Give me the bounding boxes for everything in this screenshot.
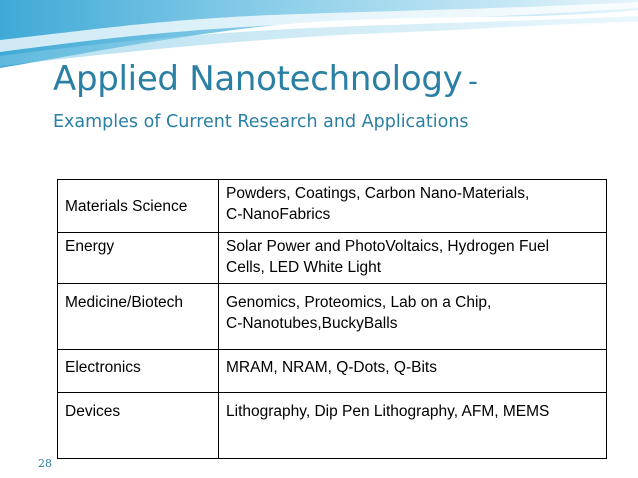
category-cell: Electronics <box>58 350 219 393</box>
applications-table <box>57 179 607 459</box>
table-row <box>58 393 607 459</box>
table-row <box>58 284 607 350</box>
examples-line: Lithography, Dip Pen Lithography, AFM, MEMS <box>226 403 550 420</box>
examples-line: Cells, LED White Light <box>226 259 382 276</box>
table-row <box>58 233 607 284</box>
examples-line: C-Nanotubes,BuckyBalls <box>226 315 398 332</box>
examples-cell <box>219 350 607 393</box>
category-cell: Devices <box>58 393 219 459</box>
examples-cell <box>219 180 607 233</box>
category-cell: Medicine/Biotech <box>58 284 219 350</box>
examples-cell <box>219 233 607 284</box>
title-main-text: Applied Nanotechnology <box>53 59 463 99</box>
title-dash: – <box>468 72 478 93</box>
examples-cell <box>219 393 607 459</box>
slide-number: 28 <box>38 457 52 470</box>
examples-line: Powders, Coatings, Carbon Nano-Materials, <box>226 185 530 202</box>
slide-title <box>53 59 478 99</box>
category-cell: Energy <box>58 233 219 284</box>
examples-cell <box>219 284 607 350</box>
table-row <box>58 180 607 233</box>
category-cell: Materials Science <box>58 180 219 233</box>
examples-line: C-NanoFabrics <box>226 206 331 223</box>
examples-line: Genomics, Proteomics, Lab on a Chip, <box>226 294 492 311</box>
examples-line: MRAM, NRAM, Q-Dots, Q-Bits <box>226 359 437 376</box>
slide-subtitle: Examples of Current Research and Applications <box>53 112 469 132</box>
examples-line: Solar Power and PhotoVoltaics, Hydrogen Fuel <box>226 238 550 255</box>
table-row <box>58 350 607 393</box>
